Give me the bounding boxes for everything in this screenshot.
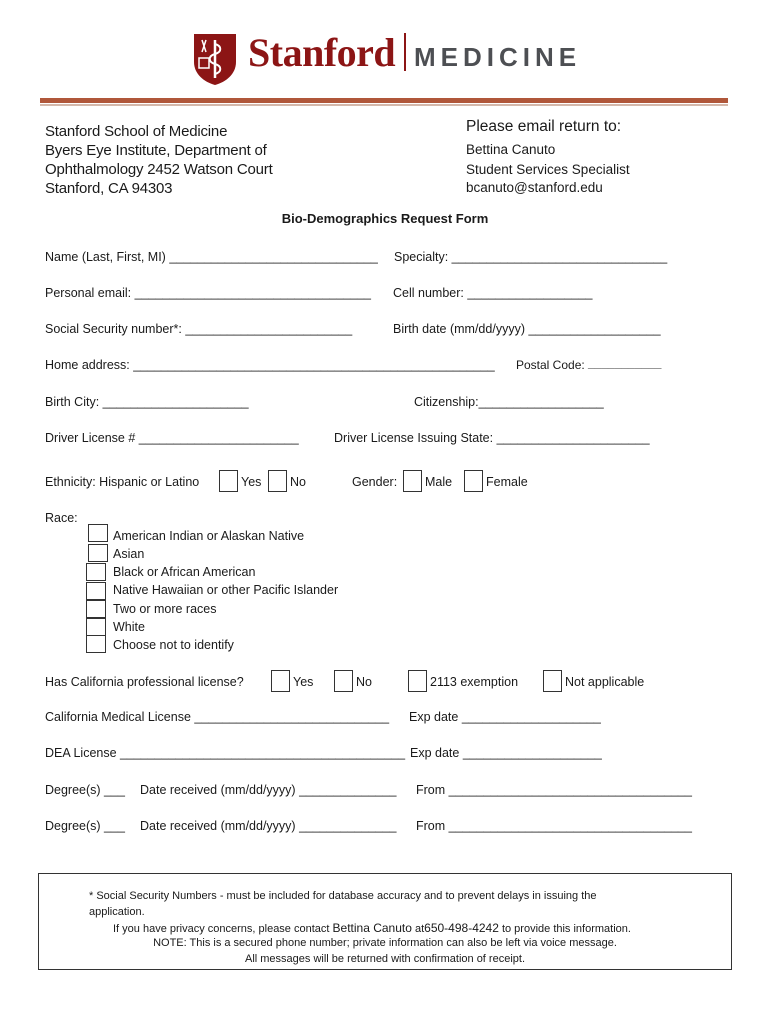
race-label: Race: — [45, 511, 78, 525]
degree-2-date-field[interactable]: Date received (mm/dd/yyyy) ______________ — [140, 819, 397, 833]
return-name: Bettina Canuto — [466, 142, 556, 157]
name-field[interactable]: Name (Last, First, MI) ______________________________ — [45, 250, 378, 264]
header-rule-shadow — [40, 104, 728, 106]
address-line-4: Stanford, CA 94303 — [45, 180, 173, 197]
postal-code-label: Postal Code: — [516, 358, 585, 372]
ca-license-exemption-label: 2113 exemption — [430, 675, 519, 689]
gender-label: Gender: — [352, 475, 398, 489]
dea-exp-field[interactable]: Exp date ____________________ — [410, 746, 602, 760]
ca-medical-license-field[interactable]: California Medical License ____________________________ — [45, 710, 390, 724]
degree-2-field[interactable]: Degree(s) ___ — [45, 819, 125, 833]
ethnicity-no-checkbox[interactable] — [268, 470, 287, 492]
notice-line-2: application. — [89, 906, 145, 918]
ca-license-na-label: Not applicable — [565, 675, 645, 689]
degree-1-from-field[interactable]: From ___________________________________ — [416, 783, 692, 797]
gender-female-label: Female — [486, 475, 528, 489]
return-heading: Please email return to: — [466, 118, 622, 135]
ssn-field[interactable]: Social Security number*: ________________________ — [45, 322, 353, 336]
form-title: Bio-Demographics Request Form — [281, 211, 489, 226]
address-line-3: Ophthalmology 2452 Watson Court — [45, 161, 273, 178]
race-option-american-indian: American Indian or Alaskan Native — [113, 529, 305, 543]
gender-female-checkbox[interactable] — [464, 470, 483, 492]
return-title: Student Services Specialist — [466, 162, 630, 177]
notice-line-5: All messages will be returned with confirmation of receipt. — [244, 953, 525, 965]
race-checkbox-white[interactable] — [86, 618, 106, 636]
address-line-1: Stanford School of Medicine — [45, 123, 228, 140]
degree-1-field[interactable]: Degree(s) ___ — [45, 783, 125, 797]
degree-1-date-field[interactable]: Date received (mm/dd/yyyy) ______________ — [140, 783, 397, 797]
postal-code-field[interactable]: ___________ — [588, 356, 662, 370]
ethnicity-no-label: No — [290, 475, 306, 489]
race-option-choose-not: Choose not to identify — [113, 638, 234, 652]
ca-medical-exp-field[interactable]: Exp date ____________________ — [409, 710, 601, 724]
ssn-notice-box — [38, 873, 732, 970]
driver-license-field[interactable]: Driver License # _______________________ — [45, 431, 299, 445]
personal-email-field[interactable]: Personal email: __________________________________ — [45, 286, 371, 300]
ca-license-na-checkbox[interactable] — [543, 670, 562, 692]
dea-license-field[interactable]: DEA License _________________________________________ — [45, 746, 406, 760]
ca-license-yes-checkbox[interactable] — [271, 670, 290, 692]
ca-license-no-label: No — [356, 675, 372, 689]
notice-line-4: NOTE: This is a secured phone number; private information can also be left via voice message. — [153, 937, 617, 949]
ca-license-no-checkbox[interactable] — [334, 670, 353, 692]
notice-phone: 650-498-4242 — [424, 921, 499, 935]
race-checkbox-choose-not[interactable] — [86, 635, 106, 653]
specialty-field[interactable]: Specialty: _______________________________ — [394, 250, 668, 264]
brand-name: Stanford — [248, 30, 396, 75]
notice-line-3-post: to provide this information. — [501, 923, 631, 935]
ethnicity-label: Ethnicity: Hispanic or Latino — [45, 475, 200, 489]
birth-date-field[interactable]: Birth date (mm/dd/yyyy) ___________________ — [393, 322, 661, 336]
degree-2-from-field[interactable]: From ___________________________________ — [416, 819, 692, 833]
address-line-2: Byers Eye Institute, Department of — [45, 142, 267, 159]
ca-license-exemption-checkbox[interactable] — [408, 670, 427, 692]
header-rule — [40, 98, 728, 103]
citizenship-field[interactable]: Citizenship:__________________ — [414, 395, 604, 409]
gender-male-label: Male — [425, 475, 453, 489]
race-option-two-or-more: Two or more races — [113, 602, 217, 616]
race-option-black: Black or African American — [113, 565, 256, 579]
race-option-native-hawaiian: Native Hawaiian or other Pacific Islander — [113, 583, 339, 597]
ca-license-question: Has California professional license? — [45, 675, 244, 689]
gender-male-checkbox[interactable] — [403, 470, 422, 492]
birth-city-field[interactable]: Birth City: _____________________ — [45, 395, 249, 409]
race-checkbox-native-hawaiian[interactable] — [86, 582, 106, 600]
return-email[interactable]: bcanuto@stanford.edu — [466, 180, 603, 195]
home-address-field[interactable]: Home address: ____________________________________________________ — [45, 358, 495, 372]
notice-line-3 — [113, 921, 631, 935]
brand-divider — [404, 33, 406, 71]
notice-contact-name: Bettina Canuto — [332, 921, 412, 935]
brand-suffix: MEDICINE — [414, 42, 582, 72]
race-checkbox-two-or-more[interactable] — [86, 600, 106, 618]
ethnicity-yes-checkbox[interactable] — [219, 470, 238, 492]
ethnicity-yes-label: Yes — [241, 475, 262, 489]
race-option-white: White — [113, 620, 145, 634]
notice-line-3-pre: If you have privacy concerns, please contact — [113, 923, 330, 935]
notice-line-3-at: at — [414, 923, 425, 935]
race-checkbox-asian[interactable] — [88, 544, 108, 562]
race-option-asian: Asian — [113, 547, 145, 561]
race-checkbox-american-indian[interactable] — [88, 524, 108, 542]
cell-number-field[interactable]: Cell number: __________________ — [393, 286, 593, 300]
stanford-shield-logo — [192, 32, 238, 86]
race-checkbox-black[interactable] — [86, 563, 106, 581]
driver-license-state-field[interactable]: Driver License Issuing State: ______________________ — [334, 431, 650, 445]
ca-license-yes-label: Yes — [293, 675, 314, 689]
notice-line-1: * Social Security Numbers - must be included for database accuracy and to prevent delays in issuing the — [89, 890, 597, 902]
